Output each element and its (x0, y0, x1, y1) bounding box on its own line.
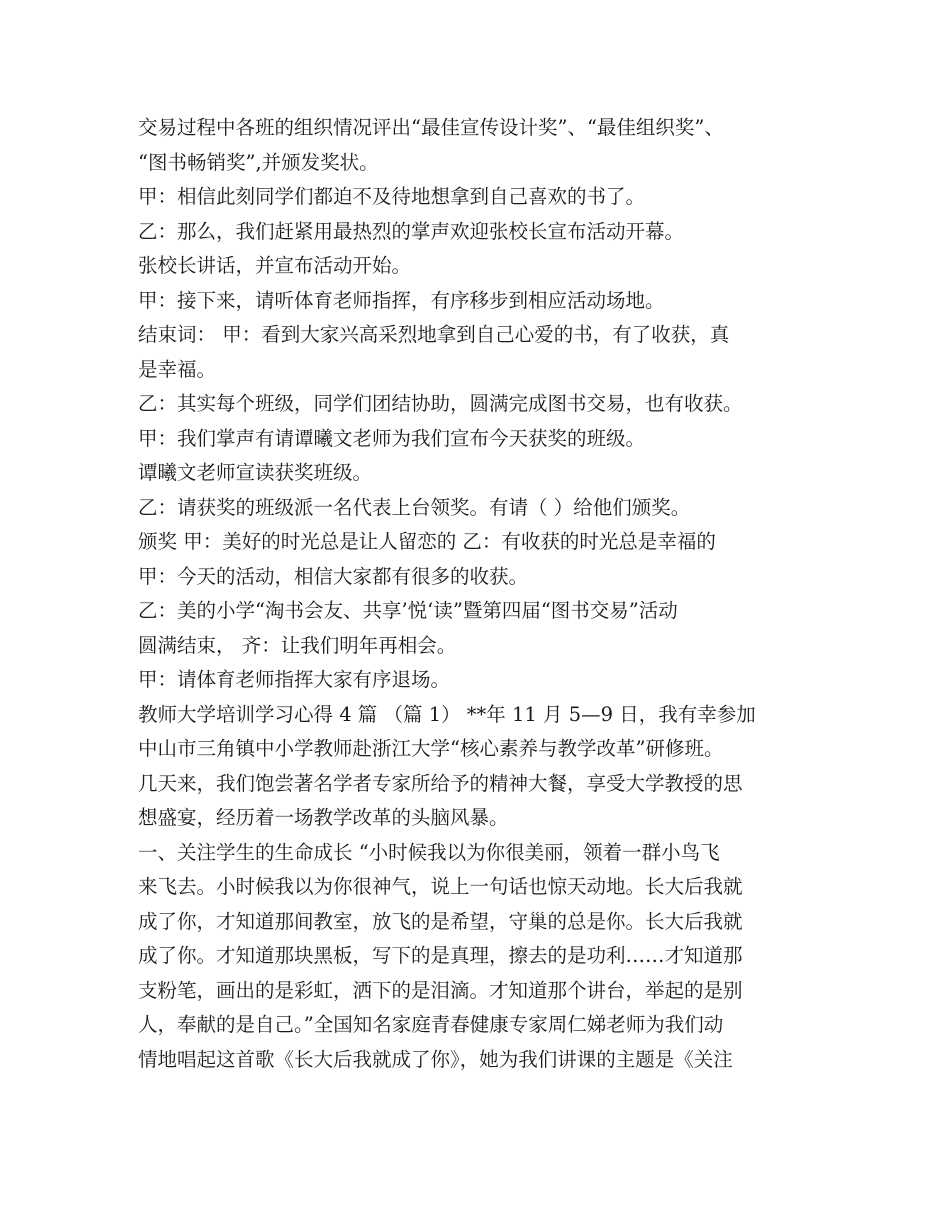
text-line: 情地唱起这首歌《长大后我就成了你》，她为我们讲课的主题是《关注 (138, 1047, 733, 1071)
text-line: “图书畅销奖”,并颁发奖状。 (138, 150, 379, 174)
text-line: 谭曦文老师宣读获奖班级。 (138, 461, 373, 484)
text-line: 几天来，我们饱尝著名学者专家所给予的精神大餐，享受大学教授的思 (138, 771, 743, 795)
text-line: 是幸福。 (138, 357, 217, 381)
text-line: 乙：美的小学“淘书会友、共享’悦‘读”暨第四届“图书交易”活动 (138, 599, 678, 622)
text-line: 成了你。才知道那块黑板，写下的是真理，擦去的是功利……才知道那 (138, 944, 743, 967)
text-line: 甲：接下来，请听体育老师指挥，有序移步到相应活动场地。 (138, 288, 665, 312)
text-line: 乙：其实每个班级，同学们团结协助，圆满完成图书交易，也有收获。 (138, 392, 743, 415)
text-line: 颁奖 甲：美好的时光总是让人留恋的 乙：有收获的时光总是幸福的 (138, 530, 716, 553)
text-line: 中山市三角镇中小学教师赴浙江大学“核心素养与教学改革”研修班。 (138, 737, 724, 760)
text-line: 想盛宴，经历着一场教学改革的头脑风暴。 (138, 806, 509, 829)
text-line: 成了你，才知道那间教室，放飞的是希望，守巢的总是你。长大后我就 (138, 909, 743, 933)
text-line: 甲：我们掌声有请谭曦文老师为我们宣布今天获奖的班级。 (138, 426, 646, 450)
text-line: 乙：那么，我们赶紧用最热烈的掌声欢迎张校长宣布活动开幕。 (138, 219, 685, 243)
text-line: 乙：请获奖的班级派一名代表上台领奖。有请（ ）给他们颁奖。 (138, 495, 691, 519)
document-body (138, 111, 828, 1077)
text-line: 来飞去。小时候我以为你很神气，说上一句话也惊天动地。长大后我就 (138, 875, 743, 898)
text-line: 甲：今天的活动，相信大家都有很多的收获。 (138, 564, 529, 588)
text-line: 交易过程中各班的组织情况评出“最佳宣传设计奖”、“最佳组织奖”、 (138, 116, 724, 139)
text-line: 教师大学培训学习心得 4 篇 （篇 1） **年 11 月 5—9 日，我有幸参加 (138, 702, 756, 726)
text-line: 张校长讲话，并宣布活动开始。 (138, 254, 412, 277)
text-line: 圆满结束， 齐：让我们明年再相会。 (138, 633, 457, 657)
text-line: 结束词： 甲：看到大家兴高采烈地拿到自己心爱的书，有了收获，真 (138, 323, 730, 346)
text-line: 甲：相信此刻同学们都迫不及待地想拿到自己喜欢的书了。 (138, 185, 646, 208)
text-line: 支粉笔，画出的是彩虹，洒下的是泪滴。才知道那个讲台，举起的是别 (138, 978, 743, 1002)
text-line: 一、关注学生的生命成长 “小时候我以为你很美丽，领着一群小鸟飞 (138, 840, 720, 864)
text-line: 甲：请体育老师指挥大家有序退场。 (138, 668, 451, 691)
text-line: 人，奉献的是自己。”全国知名家庭青春健康专家周仁娣老师为我们动 (138, 1013, 724, 1036)
